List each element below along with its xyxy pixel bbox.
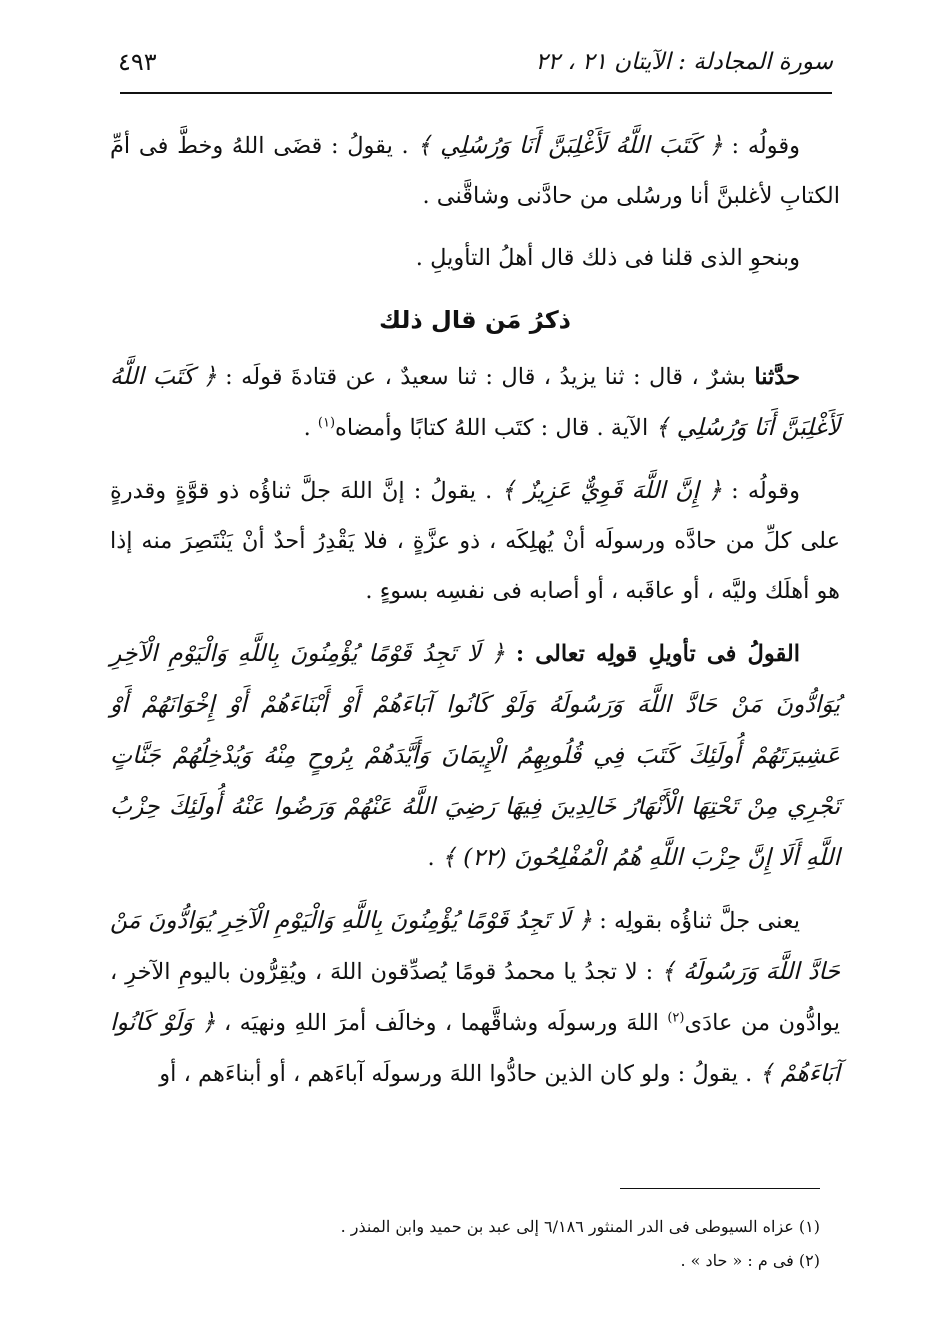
- p3-bold: حدَّثنا: [754, 364, 800, 390]
- p1-quran: ﴿ كَتَبَ اللَّهُ لَأَغْلِبَنَّ أَنَا وَرُسُلِي ﴾: [417, 131, 723, 159]
- p6-text-b: : لا تجدُ يا محمدُ قومًا يُصدِّقون اللهَ ، ويُقِرُّون باليومِ الآخرِ ، يوادُّون من عادَى: [110, 959, 840, 1036]
- p6-text-a: يعنى جلَّ ثناؤُه بقولِه :: [592, 908, 800, 934]
- p4-quran: ﴿ إِنَّ اللَّهَ قَوِيٌّ عَزِيزٌ ﴾: [501, 476, 723, 504]
- p2-text: وبنحوِ الذى قلنا فى ذلك قال أهلُ التأويلِ .: [415, 245, 800, 271]
- header-title: سورة المجادلة : الآيتان ٢١ ، ٢٢: [535, 49, 833, 75]
- p6-quran-1: ﴿ لَا تَجِدُ قَوْمًا يُؤْمِنُونَ بِاللَّهِ وَالْيَوْمِ الْآخِرِ يُوَادُّونَ مَنْ حَادَّ اللَّهَ وَرَسُولَهُ ﴾: [110, 906, 841, 985]
- p5-bold: القولُ فى تأويلِ قولِه تعالى :: [515, 641, 801, 667]
- p6-text-d: . يقولُ : ولو كان الذين حادُّوا اللهَ ورسولَه آباءَهم ، أو أبناءَهم ، أو: [159, 1061, 760, 1087]
- paragraph-5: [110, 628, 840, 883]
- paragraph-2: [110, 233, 840, 283]
- page-number: ٤٩٣: [118, 48, 157, 76]
- footnote-rule: [620, 1188, 820, 1189]
- p1-text-a: وقولُه :: [722, 133, 800, 159]
- main-text: [110, 120, 840, 1111]
- p3-text-a: بشرٌ ، قال : ثنا يزيدُ ، قال : ثنا سعيدٌ ، عن قتادةَ قولَه :: [216, 364, 755, 390]
- footnote-1: (١) عزاه السيوطى فى الدر المنثور ٦/١٨٦ إلى عبد بن حميد وابن المنذر .: [340, 1217, 820, 1236]
- p4-text-b: . يقولُ : إنَّ اللهَ جلَّ ثناؤُه ذو قوَّةٍ وقدرةٍ على كلِّ من حادَّه ورسولَه أنْ يُهلِكَه ، ذو عزَّةٍ ، فلا يَقْدِرُ أحدٌ أنْ يَنْتَصِرَ منه إذا هو أهلَك وليَّه ، أو عاقَبه ، أو أصابه فى نفسِه بسوءٍ .: [110, 478, 840, 604]
- paragraph-1: [110, 120, 840, 221]
- p5-quran: ﴿ لَا تَجِدُ قَوْمًا يُؤْمِنُونَ بِاللَّهِ وَالْيَوْمِ الْآخِرِ يُوَادُّونَ مَنْ حَادَّ اللَّهَ وَرَسُولَهُ وَلَوْ كَانُوا آبَاءَهُمْ أَوْ أَبْنَاءَهُمْ أَوْ إِخْوَانَهُمْ أَوْ عَشِيرَتَهُمْ أُولَئِكَ كَتَبَ فِي قُلُوبِهِمُ الْإِيمَانَ وَأَيَّدَهُمْ بِرُوحٍ مِنْهُ وَيُدْخِلُهُمْ جَنَّاتٍ تَجْرِي مِنْ تَحْتِهَا الْأَنْهَارُ خَالِدِينَ فِيهَا رَضِيَ اللَّهُ عَنْهُمْ وَرَضُوا عَنْهُ أُولَئِكَ حِزْبُ اللَّهِ أَلَا إِنَّ حِزْبَ اللَّهِ هُمُ الْمُفْلِحُونَ (٢٢) ﴾: [110, 639, 840, 871]
- header-rule: [120, 92, 832, 94]
- footnotes: [300, 1210, 820, 1278]
- footnote-2: (٢) فى م : « حاد » .: [680, 1251, 820, 1270]
- paragraph-6: [110, 895, 840, 1099]
- p6-text-c: اللهَ ورسولَه وشاقَّهما ، وخالَف أمرَ اللهِ ونهيَه ،: [215, 1010, 668, 1036]
- p4-text-a: وقولُه :: [722, 478, 800, 504]
- p3-quran: ﴿ كَتَبَ اللَّهُ لَأَغْلِبَنَّ أَنَا وَرُسُلِي ﴾: [110, 362, 840, 441]
- paragraph-3: [110, 351, 840, 453]
- p3-text-b: الآية . قال : كتَب اللهُ كتابًا وأمضاه: [335, 415, 656, 441]
- p6-quran-2: ﴿ وَلَوْ كَانُوا آبَاءَهُمْ ﴾: [110, 1008, 840, 1087]
- footnote-ref-1: (١): [317, 415, 336, 431]
- p3-text-c: .: [303, 415, 318, 441]
- p5-end: .: [427, 845, 442, 871]
- footnote-ref-2: (٢): [667, 1010, 685, 1026]
- paragraph-4: [110, 465, 840, 616]
- running-header: [118, 38, 833, 86]
- section-heading: ذكرُ مَن قال ذلك: [379, 306, 571, 334]
- p1-text-b: . يقولُ : قضَى اللهُ وخطَّ فى أمِّ الكتابِ لأغلبنَّ أنا ورسُلى من حادَّنى وشاقَّنى .: [110, 133, 840, 209]
